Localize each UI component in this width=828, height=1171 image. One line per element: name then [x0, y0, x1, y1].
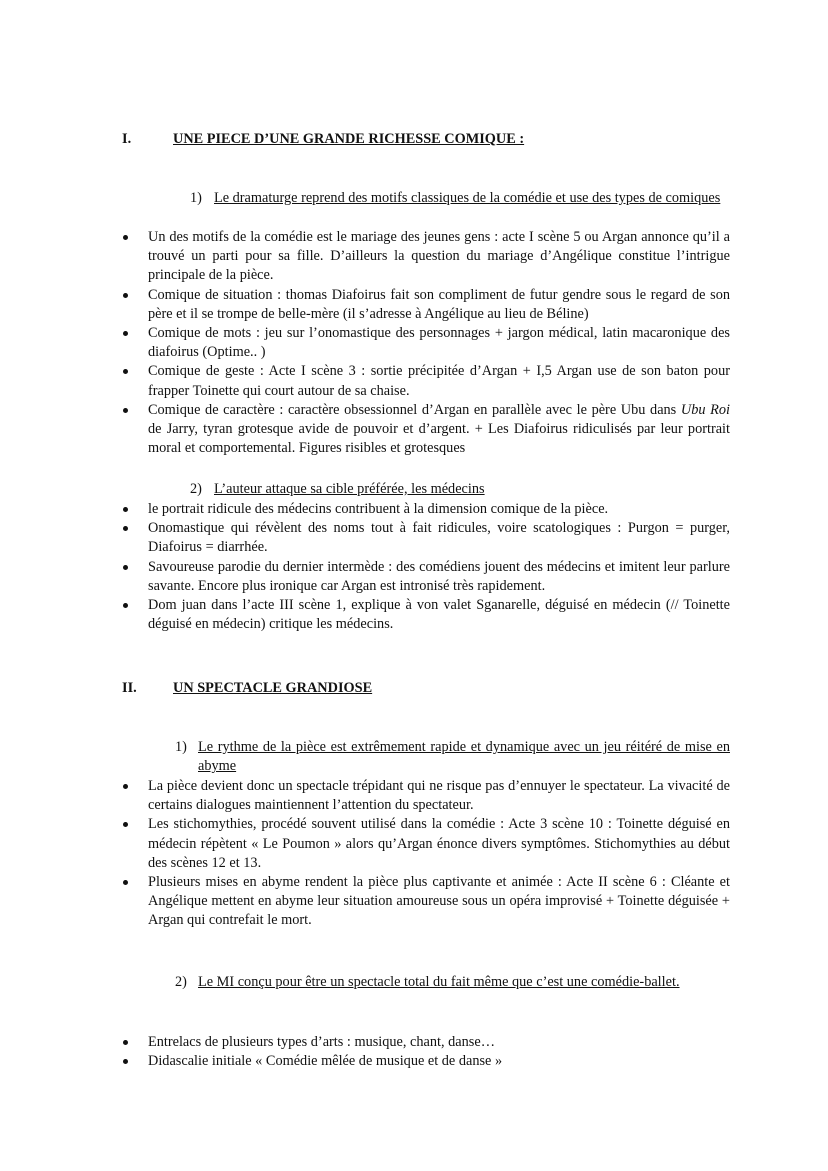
list-item: [0, 815, 730, 873]
list-item-text: Les stichomythies, procédé souvent utilisé dans la comédie : Acte 3 scène 10 : Toinette déguisé en médecin répètent « Le Poumon » alors qu’Argan énonce divers symptômes. Stichomythies au début des scènes 12 et 13.: [148, 816, 730, 871]
bullet-icon: [123, 235, 128, 240]
bullet-icon: [123, 784, 128, 789]
list-item-text-before: Comique de caractère : caractère obsessionnel d’Argan en parallèle avec le père Ubu dans: [148, 401, 681, 418]
list-item: [0, 558, 730, 596]
list-item-text: Un des motifs de la comédie est le mariage des jeunes gens : acte I scène 5 ou Argan annonce qu’il a trouvé un parti pour sa fille. D’ailleurs la question du mariage d’Angélique constitue l’intrigue principale de la pièce.: [148, 229, 730, 284]
bullet-list-2-2: [0, 1033, 730, 1071]
list-item-text: Entrelacs de plusieurs types d’arts : musique, chant, danse…: [148, 1034, 496, 1050]
section-title: UN SPECTACLE GRANDIOSE: [173, 680, 373, 696]
subsection-number: 2): [190, 481, 202, 497]
list-item-text: Comique de mots : jeu sur l’onomastique des personnages + jargon médical, latin macaronique des diafoirus (Optime.. ): [148, 325, 730, 361]
subsection-title: Le rythme de la pièce est extrêmement rapide et dynamique avec un jeu réitéré de mise en abyme: [198, 739, 730, 775]
subsection-title: L’auteur attaque sa cible préférée, les médecins: [214, 481, 485, 497]
subsection-heading-2-2: [175, 973, 735, 992]
list-item-text: La pièce devient donc un spectacle trépidant qui ne risque pas d’ennuyer le spectateur. La vivacité de certains dialogues maintiennent l’attention du spectateur.: [148, 778, 730, 814]
list-item-text-after: de Jarry, tyran grotesque avide de pouvoir et d’argent. + Les Diafoirus ridiculisés par leur portrait moral et comportemental. Figures risibles et grotesques: [148, 421, 730, 457]
subsection-heading-2-1: [175, 738, 730, 776]
bullet-icon: [123, 1059, 128, 1064]
list-item-text: Dom juan dans l’acte III scène 1, explique à von valet Sganarelle, déguisé en médecin (// Toinette déguisé en médecin) critique les médecins.: [148, 597, 730, 633]
bullet-list-1-1: [0, 228, 730, 458]
bullet-list-1-2: [0, 500, 730, 634]
book-title-italic: Ubu Roi: [680, 401, 730, 418]
subsection-title: Le dramaturge reprend des motifs classiques de la comédie et use des types de comiques: [214, 190, 721, 206]
section-title: UNE PIECE D’UNE GRANDE RICHESSE COMIQUE :: [173, 131, 525, 147]
list-item: [0, 228, 730, 286]
list-item-text: Savoureuse parodie du dernier intermède : des comédiens jouent des médecins et imitent leur parlure savante. Encore plus ironique car Argan est intronisé très rapidement.: [148, 558, 730, 594]
bullet-icon: [123, 293, 128, 298]
subsection-heading-1-2: [190, 480, 730, 499]
bullet-icon: [123, 331, 128, 336]
bullet-icon: [123, 565, 128, 570]
bullet-list-2-1: [0, 777, 730, 931]
list-item: [0, 286, 730, 324]
list-item: [0, 401, 730, 459]
list-item: [0, 519, 730, 557]
bullet-icon: [123, 880, 128, 885]
list-item-text: Didascalie initiale « Comédie mêlée de musique et de danse »: [148, 1053, 503, 1070]
bullet-icon: [123, 369, 128, 374]
subsection-heading-1-1: [190, 189, 730, 208]
list-item: [0, 500, 730, 519]
subsection-number: 1): [175, 739, 187, 755]
bullet-icon: [123, 603, 128, 608]
list-item: [0, 777, 730, 815]
subsection-title: Le MI conçu pour être un spectacle total du fait même que c’est une comédie-ballet.: [198, 974, 680, 990]
list-item-text: le portrait ridicule des médecins contribuent à la dimension comique de la pièce.: [148, 501, 609, 517]
bullet-icon: [123, 507, 128, 512]
list-item: [0, 1052, 730, 1071]
section-number: I.: [122, 131, 132, 147]
bullet-icon: [123, 408, 128, 413]
list-item-text: Comique de situation : thomas Diafoirus fait son compliment de futur gendre sous le regard de son père et il se trompe de belle-mère (il s’adresse à Angélique au lieu de Béline): [148, 286, 730, 322]
list-item: [0, 873, 730, 931]
list-item: [0, 1033, 730, 1052]
list-item-text: Onomastique qui révèlent des noms tout à fait ridicules, voire scatologiques : Purgon = purger, Diafoirus = diarrhée.: [148, 520, 730, 556]
list-item: [0, 324, 730, 362]
section-number: II.: [122, 680, 137, 696]
subsection-number: 1): [190, 190, 202, 206]
subsection-number: 2): [175, 974, 187, 990]
list-item-text: Comique de geste : Acte I scène 3 : sortie précipitée d’Argan + I,5 Argan use de son baton pour frapper Toinette qui court autour de sa chaise.: [148, 363, 730, 399]
list-item: [0, 596, 730, 634]
list-item: [0, 362, 730, 400]
bullet-icon: [123, 1040, 128, 1045]
list-item-text: Plusieurs mises en abyme rendent la pièce plus captivante et animée : Acte II scène 6 : Cléante et Angélique mettent en abyme leur situation amoureuse sous un opéra improvisé + Toinette déguisée + Argan qui contrefait le mort.: [148, 874, 730, 929]
bullet-icon: [123, 526, 128, 531]
bullet-icon: [123, 822, 128, 827]
